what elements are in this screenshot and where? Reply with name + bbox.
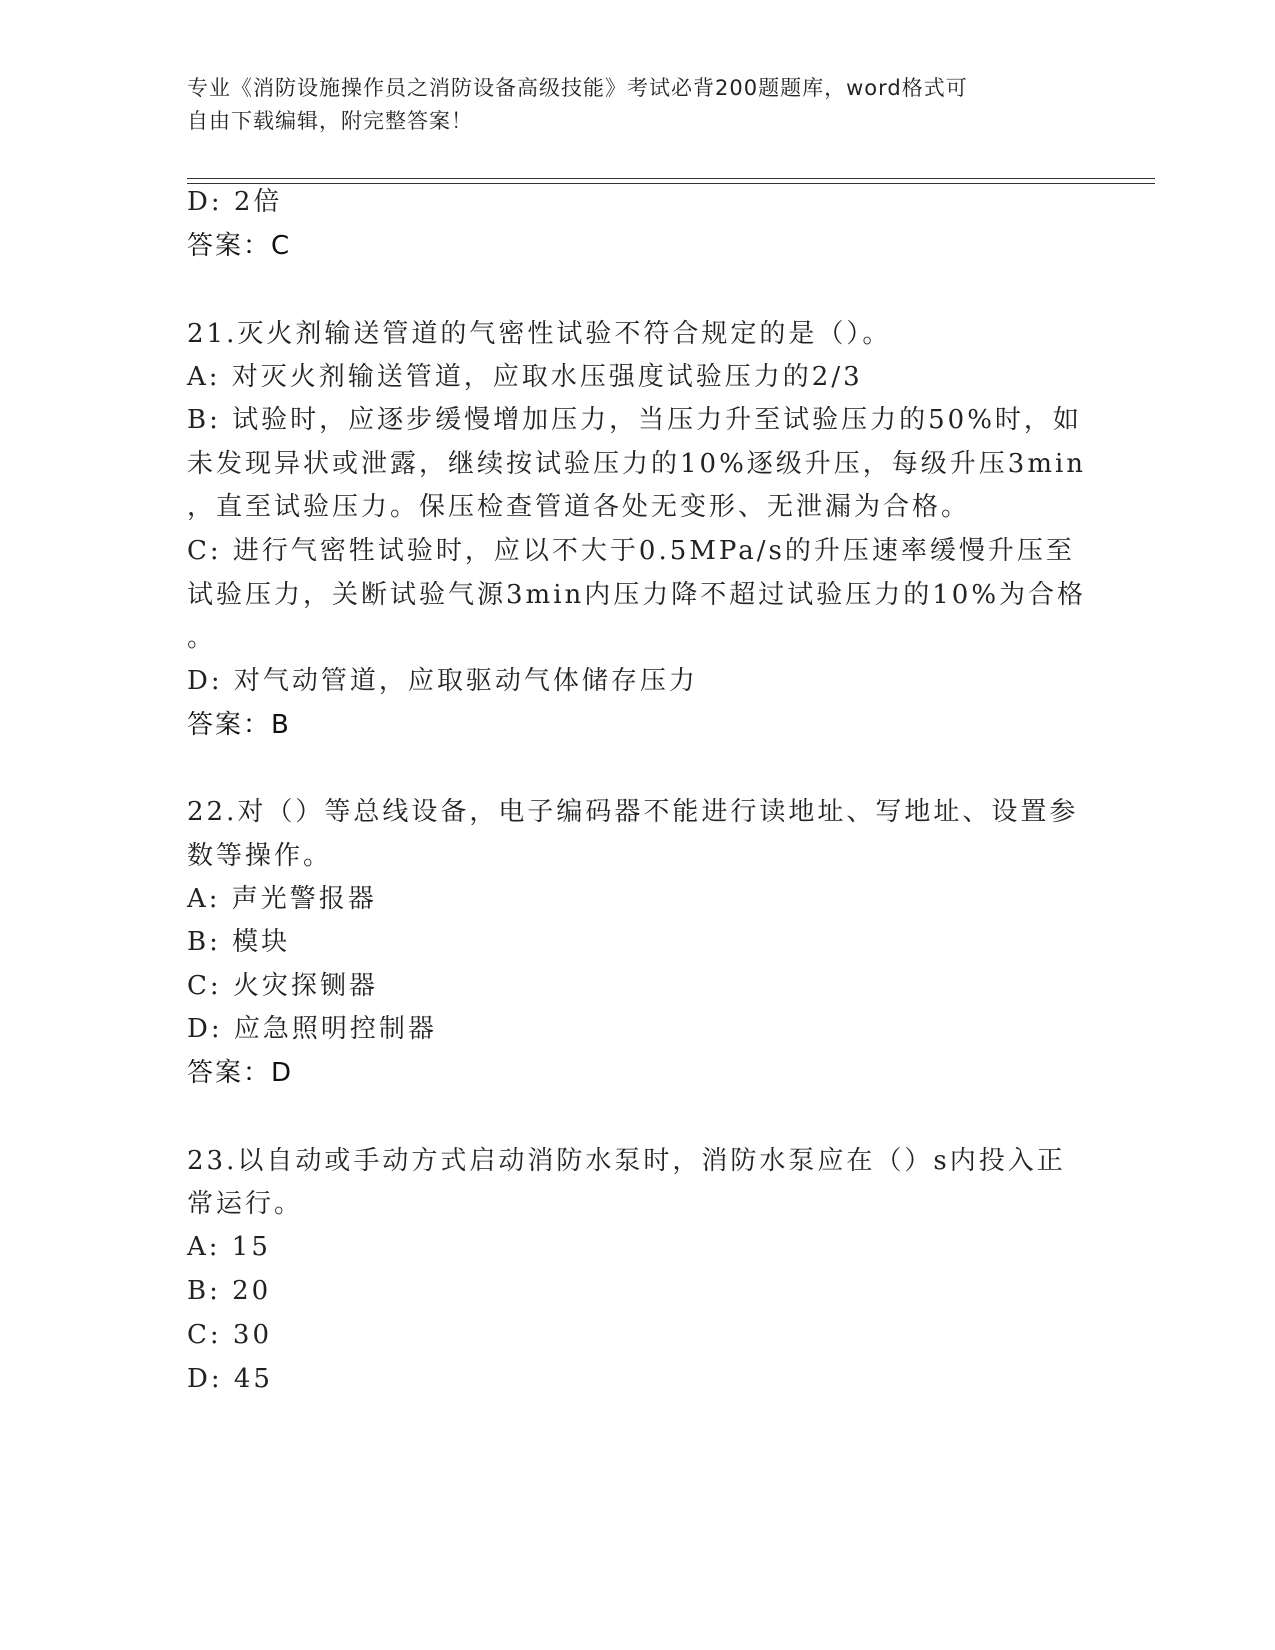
q23-option-b: B: 20: [187, 1276, 272, 1306]
header-divider-top: [187, 178, 1155, 179]
q21-option-b-line-1: B: 试验时，应逐步缓慢增加压力，当压力升至试验压力的50%时，如: [187, 405, 1082, 435]
q23-question-line-1: 23.以自动或手动方式启动消防水泵时，消防水泵应在（）s内投入正: [187, 1146, 1066, 1176]
q21-option-b-line-3: ，直至试验压力。保压检查管道各处无变形、无泄漏为合格。: [187, 492, 971, 522]
q22-option-b: B: 模块: [187, 927, 291, 957]
document-header: [187, 72, 1087, 138]
header-title-line-1: 专业《消防设施操作员之消防设备高级技能》考试必背200题题库，word格式可: [187, 76, 968, 100]
q21-answer: 答案：B: [187, 710, 291, 740]
q21-question: 21.灭火剂输送管道的气密性试验不符合规定的是（）。: [187, 319, 892, 349]
q23-option-c: C: 30: [187, 1320, 273, 1350]
q22-question-line-1: 22.对（）等总线设备，电子编码器不能进行读地址、写地址、设置参: [187, 797, 1079, 827]
q21-option-c-line-1: C: 进行气密牲试验时，应以不大于0.5MPa/s的升压速率缓慢升压至: [187, 536, 1075, 566]
q23-option-d: D: 45: [187, 1364, 273, 1394]
q22-option-a: A: 声光警报器: [187, 884, 377, 914]
q22-option-c: C: 火灾探铡器: [187, 971, 378, 1001]
prev-option-d: D: 2倍: [187, 187, 283, 217]
q22-option-d: D: 应急照明控制器: [187, 1014, 437, 1044]
q21-option-a: A: 对灭火剂输送管道，应取水压强度试验压力的2/3: [187, 362, 863, 392]
header-divider-bottom: [187, 183, 1155, 184]
header-title-line-2: 自由下载编辑，附完整答案！: [187, 109, 473, 133]
q21-option-c-line-2: 试验压力，关断试验气源3min内压力降不超过试验压力的10%为合格: [187, 580, 1087, 610]
q21-option-c-line-3: 。: [187, 623, 217, 653]
q23-question-line-2: 常运行。: [187, 1189, 304, 1219]
q23-option-a: A: 15: [187, 1232, 271, 1262]
q22-answer: 答案：D: [187, 1058, 294, 1088]
q21-option-b-line-2: 未发现异状或泄露，继续按试验压力的10%逐级升压，每级升压3min: [187, 449, 1087, 479]
q22-question-line-2: 数等操作。: [187, 841, 333, 871]
q21-option-d: D: 对气动管道，应取驱动气体储存压力: [187, 666, 698, 696]
prev-answer: 答案：C: [187, 231, 292, 261]
